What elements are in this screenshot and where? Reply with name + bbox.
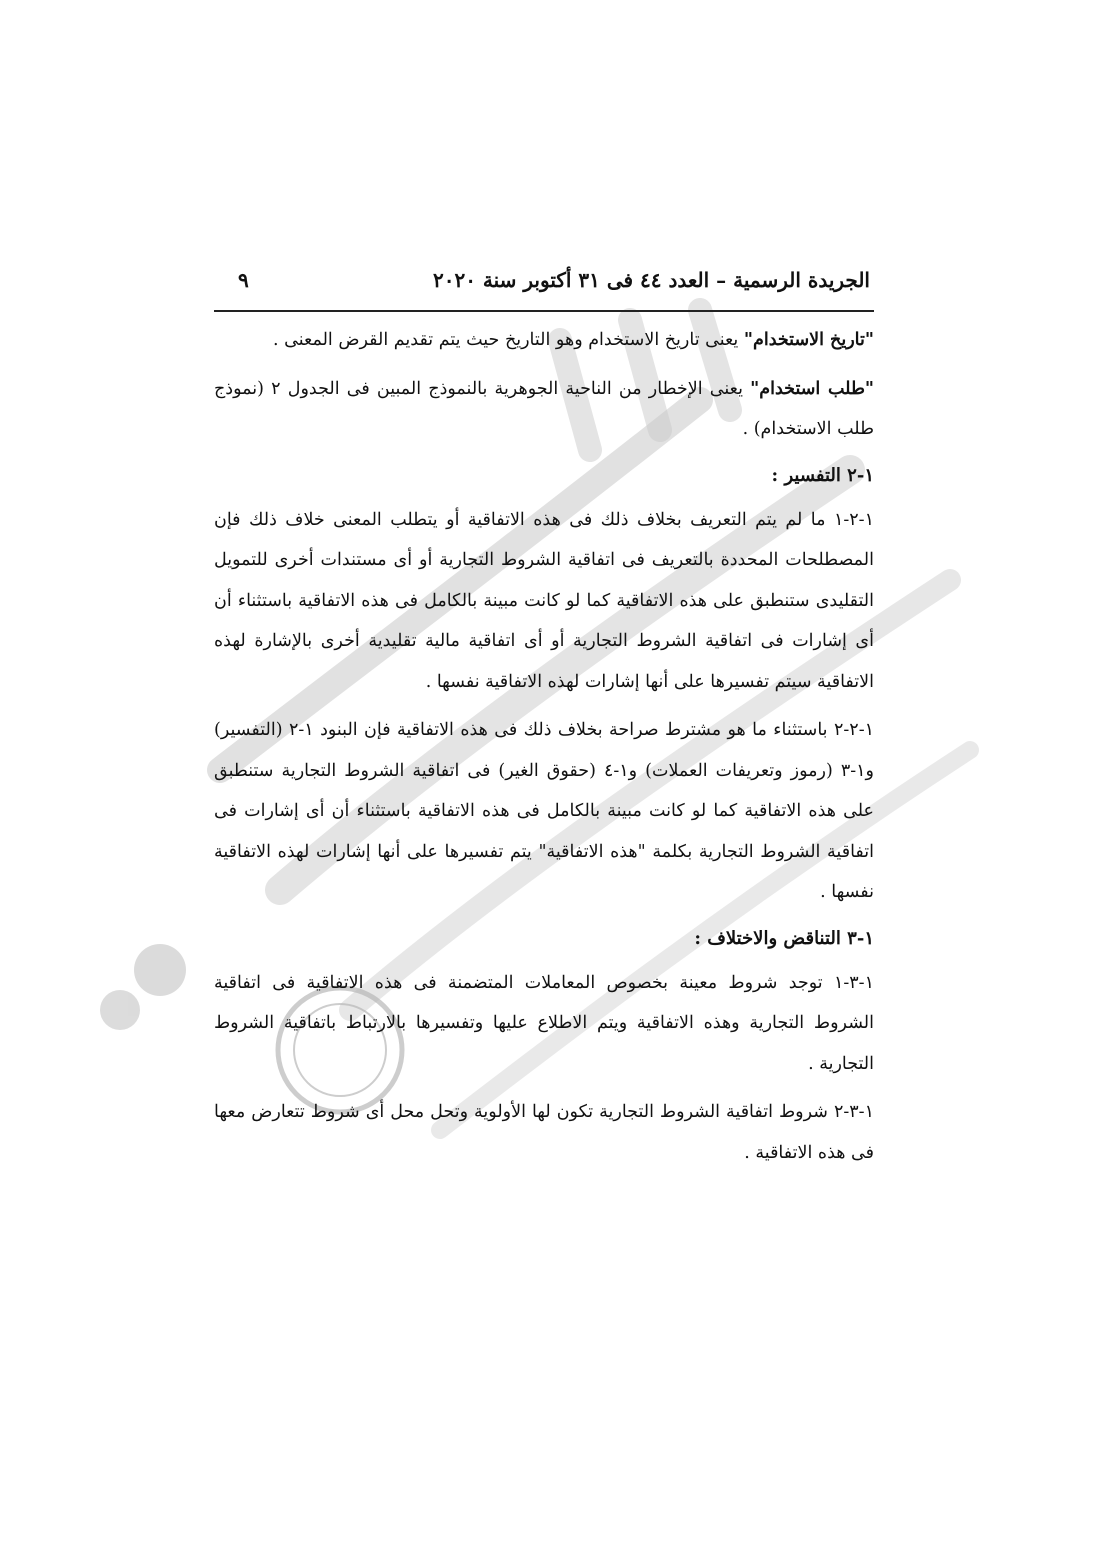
document-page (214, 258, 874, 1181)
page-number: ٩ (238, 268, 249, 292)
clause-1-2-2: ١-٢-٢ باستثناء ما هو مشترط صراحة بخلاف ذلك فى هذه الاتفاقية فإن البنود ١-٢ (التفسير) و١-٣ (رموز وتعريفات العملات) و١-٤ (حقوق الغير) فى اتفاقية الشروط التجارية ستنطبق على هذه الاتفاقية كما لو كانت مبينة بالكامل فى هذه الاتفاقية باستثناء أن أى إشارات فى اتفاقية الشروط التجارية بكلمة "هذه الاتفاقية" يتم تفسيرها على أنها إشارات لهذه الاتفاقية نفسها . (214, 720, 875, 902)
clause-1-3-2: ١-٣-٢ شروط اتفاقية الشروط التجارية تكون لها الأولوية وتحل محل أى شروط تتعارض معها فى هذه الاتفاقية . (214, 1102, 874, 1163)
section-heading-conflict: ١-٣ التناقض والاختلاف : (694, 927, 874, 949)
definition-text: يعنى تاريخ الاستخدام وهو التاريخ حيث يتم تقديم القرض المعنى . (273, 330, 744, 350)
clause-1-2-1: ١-٢-١ ما لم يتم التعريف بخلاف ذلك فى هذه الاتفاقية أو يتطلب المعنى خلاف ذلك فإن المصطلحات المحددة بالتعريف فى اتفاقية الشروط التجارية أو أى مستندات أخرى للتمويل التقليدى ستنطبق على هذه الاتفاقية كما لو كانت مبينة بالكامل فى هذه الاتفاقية باستثناء أن أى إشارات فى اتفاقية الشروط التجارية أو أى اتفاقية مالية تقليدية أخرى بالإشارة لهذه الاتفاقية سيتم تفسيرها على أنها إشارات لهذه الاتفاقية نفسها . (214, 509, 874, 692)
term-usage-date: "تاريخ الاستخدام" (743, 330, 874, 350)
document-body (214, 320, 874, 1173)
clause-1-3-1: ١-٣-١ توجد شروط معينة بخصوص المعاملات المتضمنة فى هذه الاتفاقية فى اتفاقية الشروط التجارية وهذه الاتفاقية ويتم الاطلاع عليها وتفسيرها بالارتباط باتفاقية الشروط التجارية . (214, 972, 874, 1074)
section-heading-interpretation: ١-٢ التفسير : (771, 464, 874, 486)
definition-usage-request (214, 369, 874, 450)
header-rule (214, 310, 874, 312)
page-header (214, 258, 874, 302)
definition-text: يعنى الإخطار من الناحية الجوهرية بالنموذج المبين فى الجدول ٢ (نموذج طلب الاستخدام) . (214, 378, 874, 439)
definition-usage-date (214, 320, 874, 361)
header-title: الجريدة الرسمية – العدد ٤٤ فى ٣١ أكتوبر سنة ٢٠٢٠ (432, 268, 870, 292)
term-usage-request: "طلب استخدام" (750, 378, 875, 399)
